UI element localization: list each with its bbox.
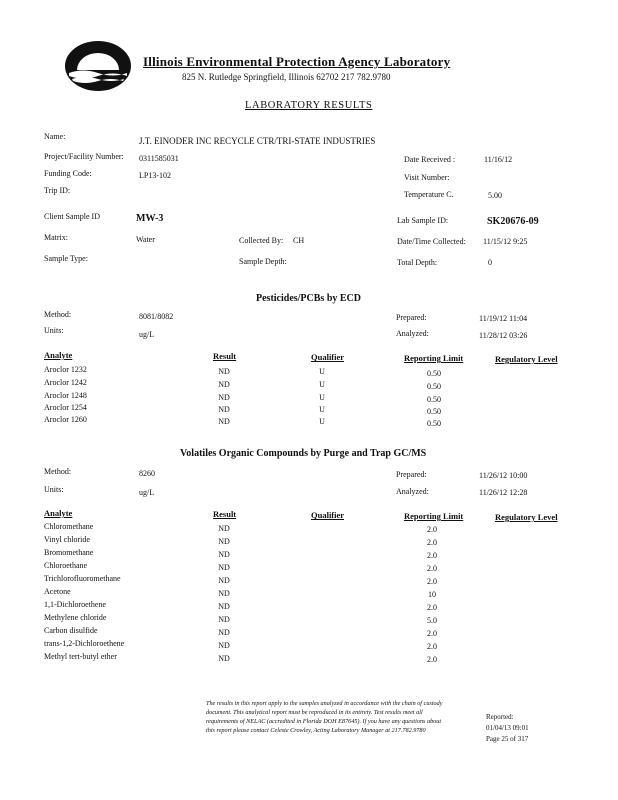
total-depth-label: Total Depth: — [397, 258, 438, 267]
result-cell: ND — [218, 628, 230, 637]
lab-sample-value: SK20676-09 — [487, 216, 539, 227]
pcb-method-label: Method: — [44, 310, 72, 319]
table-row: Aroclor 1232 — [44, 365, 87, 374]
lab-title: Illinois Environmental Protection Agency Laboratory — [143, 54, 451, 69]
page-number: Page 25 of 317 — [486, 735, 529, 743]
funding-value: LP13-102 — [139, 171, 171, 180]
pcb-method-value: 8081/8082 — [139, 312, 174, 321]
pcb-prepared-label: Prepared: — [396, 313, 427, 322]
footer-note: The results in this report apply to the samples analyzed in accordance with the chain of custody document. This analytical report must be reproduced in its entirety. Test results meet all requirements of NELAC (accredited in Florida DOH E87645). If you have any questions about this report please contact Celeste Crowley, Acting Laboratory Manager at 217.782.9780 — [206, 700, 443, 734]
voc-method-label: Method: — [44, 467, 72, 476]
voc-prepared-label: Prepared: — [396, 470, 427, 479]
rl-cell: 0.50 — [427, 419, 441, 428]
rl-cell: 5.0 — [427, 616, 437, 625]
voc-units-value: ug/L — [139, 488, 155, 497]
pcb-section-title: Pesticides/PCBs by ECD — [256, 293, 361, 304]
table-row: Carbon disulfide — [44, 626, 98, 635]
reported-label: Reported: — [486, 713, 514, 721]
qualifier-cell: U — [319, 380, 325, 389]
pcb-col-analyte: Analyte — [44, 350, 73, 360]
qualifier-cell: U — [319, 393, 325, 402]
sample-type-label: Sample Type: — [44, 254, 88, 263]
table-row: 1,1-Dichloroethene — [44, 600, 106, 609]
lab-sample-label: Lab Sample ID: — [397, 216, 449, 225]
qualifier-cell: U — [319, 367, 325, 376]
collected-by-label: Collected By: — [239, 236, 284, 245]
rl-cell: 2.0 — [427, 551, 437, 560]
iepa-logo — [63, 40, 133, 92]
temperature-label: Temperature C. — [404, 190, 454, 199]
voc-col-result: Result — [213, 509, 237, 519]
table-row: Aroclor 1260 — [44, 415, 87, 424]
client-sample-value: MW-3 — [136, 213, 164, 224]
rl-cell: 2.0 — [427, 577, 437, 586]
voc-col-qualifier: Qualifier — [311, 510, 345, 520]
rl-cell: 2.0 — [427, 655, 437, 664]
client-sample-label: Client Sample ID — [44, 212, 100, 221]
temperature-value: 5.00 — [488, 191, 502, 200]
pcb-col-reporting-limit: Reporting Limit — [404, 353, 464, 363]
visit-label: Visit Number: — [404, 173, 450, 182]
rl-cell: 0.50 — [427, 407, 441, 416]
result-cell: ND — [218, 405, 230, 414]
matrix-label: Matrix: — [44, 233, 68, 242]
qualifier-cell: U — [319, 405, 325, 414]
qualifier-cell: U — [319, 417, 325, 426]
project-value: 0311585031 — [139, 154, 179, 163]
lab-address: 825 N. Rutledge Springfield, Illinois 62702 217 782.9780 — [182, 72, 391, 82]
table-row: Acetone — [44, 587, 71, 596]
total-depth-value: 0 — [488, 258, 492, 267]
report-title: LABORATORY RESULTS — [245, 100, 373, 111]
table-row: Trichlorofluoromethane — [44, 574, 121, 583]
voc-col-analyte: Analyte — [44, 508, 73, 518]
voc-prepared-value: 11/26/12 10:00 — [479, 471, 528, 480]
result-cell: ND — [218, 367, 230, 376]
pcb-analyzed-value: 11/28/12 03:26 — [479, 331, 528, 340]
collected-by-value: CH — [293, 236, 305, 245]
pcb-prepared-value: 11/19/12 11:04 — [479, 314, 528, 323]
pcb-units-value: ug/L — [139, 330, 155, 339]
table-row: Bromomethane — [44, 548, 94, 557]
date-received-value: 11/16/12 — [484, 155, 513, 164]
voc-units-label: Units: — [44, 485, 64, 494]
pcb-analyzed-label: Analyzed: — [396, 329, 429, 338]
table-row: Chloroethane — [44, 561, 88, 570]
result-cell: ND — [218, 654, 230, 663]
result-cell: ND — [218, 550, 230, 559]
result-cell: ND — [218, 589, 230, 598]
voc-method-value: 8260 — [139, 469, 155, 478]
project-label: Project/Facility Number: — [44, 152, 124, 161]
name-value: J.T. EINODER INC RECYCLE CTR/TRI-STATE INDUSTRIES — [139, 136, 376, 146]
rl-cell: 0.50 — [427, 395, 441, 404]
result-cell: ND — [218, 641, 230, 650]
table-row: Aroclor 1248 — [44, 391, 87, 400]
result-cell: ND — [218, 563, 230, 572]
pcb-units-label: Units: — [44, 326, 64, 335]
sample-depth-label: Sample Depth: — [239, 257, 287, 266]
result-cell: ND — [218, 576, 230, 585]
table-row: trans-1,2-Dichloroethene — [44, 639, 125, 648]
voc-col-reporting-limit: Reporting Limit — [404, 511, 464, 521]
rl-cell: 0.50 — [427, 369, 441, 378]
result-cell: ND — [218, 602, 230, 611]
rl-cell: 2.0 — [427, 642, 437, 651]
result-cell: ND — [218, 380, 230, 389]
table-row: Aroclor 1254 — [44, 403, 87, 412]
rl-cell: 10 — [428, 590, 436, 599]
rl-cell: 2.0 — [427, 603, 437, 612]
voc-analyzed-value: 11/26/12 12:28 — [479, 488, 528, 497]
reported-value: 01/04/13 09:01 — [486, 724, 529, 732]
result-cell: ND — [218, 417, 230, 426]
table-row: Chloromethane — [44, 522, 94, 531]
datetime-collected-label: Date/Time Collected: — [397, 237, 466, 246]
rl-cell: 2.0 — [427, 538, 437, 547]
result-cell: ND — [218, 393, 230, 402]
rl-cell: 2.0 — [427, 564, 437, 573]
matrix-value: Water — [136, 235, 155, 244]
rl-cell: 0.50 — [427, 382, 441, 391]
rl-cell: 2.0 — [427, 525, 437, 534]
voc-section-title: Volatiles Organic Compounds by Purge and Trap GC/MS — [180, 448, 427, 459]
rl-cell: 2.0 — [427, 629, 437, 638]
table-row: Aroclor 1242 — [44, 378, 87, 387]
voc-analyzed-label: Analyzed: — [396, 487, 429, 496]
table-row: Methylene chloride — [44, 613, 107, 622]
pcb-col-result: Result — [213, 351, 237, 361]
pcb-col-regulatory-level: Regulatory Level — [495, 354, 558, 364]
result-cell: ND — [218, 524, 230, 533]
table-row: Methyl tert-butyl ether — [44, 652, 117, 661]
datetime-collected-value: 11/15/12 9:25 — [483, 237, 528, 246]
date-received-label: Date Received : — [404, 155, 456, 164]
table-row: Vinyl chloride — [44, 535, 90, 544]
result-cell: ND — [218, 537, 230, 546]
voc-col-regulatory-level: Regulatory Level — [495, 512, 558, 522]
result-cell: ND — [218, 615, 230, 624]
name-label: Name: — [44, 132, 66, 141]
funding-label: Funding Code: — [44, 169, 92, 178]
trip-label: Trip ID: — [44, 186, 71, 195]
pcb-col-qualifier: Qualifier — [311, 352, 345, 362]
